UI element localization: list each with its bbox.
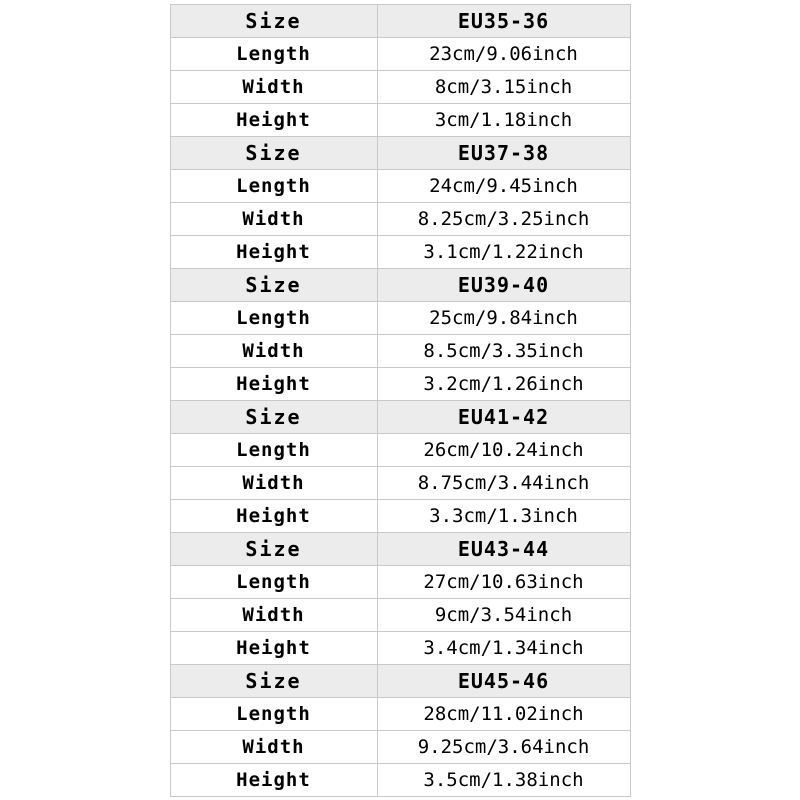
table-row: [170, 367, 630, 400]
length-label-cell: Length: [170, 301, 377, 334]
table-row: [170, 697, 630, 730]
width-value-cell: 8.75cm/3.44inch: [377, 466, 630, 499]
height-label-cell: Height: [170, 763, 377, 796]
size-chart-table: [170, 4, 631, 797]
length-label-cell: Length: [170, 697, 377, 730]
height-value-cell: 3cm/1.18inch: [377, 103, 630, 136]
width-value-cell: 8.25cm/3.25inch: [377, 202, 630, 235]
height-label-cell: Height: [170, 499, 377, 532]
width-label-cell: Width: [170, 202, 377, 235]
table-row: [170, 499, 630, 532]
length-value-cell: 27cm/10.63inch: [377, 565, 630, 598]
width-label-cell: Width: [170, 334, 377, 367]
height-value-cell: 3.5cm/1.38inch: [377, 763, 630, 796]
height-value-cell: 3.1cm/1.22inch: [377, 235, 630, 268]
width-value-cell: 9.25cm/3.64inch: [377, 730, 630, 763]
length-label-cell: Length: [170, 433, 377, 466]
table-row: [170, 334, 630, 367]
height-label-cell: Height: [170, 103, 377, 136]
size-value-cell: EU43-44: [377, 532, 630, 565]
table-row: [170, 433, 630, 466]
width-value-cell: 8cm/3.15inch: [377, 70, 630, 103]
size-label-cell: Size: [170, 532, 377, 565]
height-label-cell: Height: [170, 367, 377, 400]
table-row: [170, 400, 630, 433]
table-row: [170, 136, 630, 169]
height-label-cell: Height: [170, 631, 377, 664]
size-value-cell: EU37-38: [377, 136, 630, 169]
table-row: [170, 763, 630, 796]
size-label-cell: Size: [170, 136, 377, 169]
size-label-cell: Size: [170, 400, 377, 433]
table-row: [170, 565, 630, 598]
table-row: [170, 169, 630, 202]
table-row: [170, 466, 630, 499]
table-row: [170, 202, 630, 235]
size-value-cell: EU39-40: [377, 268, 630, 301]
table-row: [170, 235, 630, 268]
width-label-cell: Width: [170, 730, 377, 763]
table-row: [170, 4, 630, 37]
table-row: [170, 268, 630, 301]
length-value-cell: 26cm/10.24inch: [377, 433, 630, 466]
size-value-cell: EU45-46: [377, 664, 630, 697]
length-label-cell: Length: [170, 169, 377, 202]
table-row: [170, 631, 630, 664]
width-label-cell: Width: [170, 466, 377, 499]
table-row: [170, 37, 630, 70]
length-value-cell: 25cm/9.84inch: [377, 301, 630, 334]
table-row: [170, 301, 630, 334]
length-value-cell: 23cm/9.06inch: [377, 37, 630, 70]
size-label-cell: Size: [170, 664, 377, 697]
height-value-cell: 3.4cm/1.34inch: [377, 631, 630, 664]
length-value-cell: 28cm/11.02inch: [377, 697, 630, 730]
width-label-cell: Width: [170, 598, 377, 631]
length-label-cell: Length: [170, 37, 377, 70]
height-label-cell: Height: [170, 235, 377, 268]
length-label-cell: Length: [170, 565, 377, 598]
width-value-cell: 8.5cm/3.35inch: [377, 334, 630, 367]
table-row: [170, 70, 630, 103]
length-value-cell: 24cm/9.45inch: [377, 169, 630, 202]
table-row: [170, 103, 630, 136]
table-row: [170, 730, 630, 763]
size-value-cell: EU35-36: [377, 4, 630, 37]
table-row: [170, 598, 630, 631]
size-label-cell: Size: [170, 4, 377, 37]
height-value-cell: 3.3cm/1.3inch: [377, 499, 630, 532]
table-row: [170, 532, 630, 565]
width-label-cell: Width: [170, 70, 377, 103]
size-label-cell: Size: [170, 268, 377, 301]
size-value-cell: EU41-42: [377, 400, 630, 433]
table-row: [170, 664, 630, 697]
height-value-cell: 3.2cm/1.26inch: [377, 367, 630, 400]
width-value-cell: 9cm/3.54inch: [377, 598, 630, 631]
